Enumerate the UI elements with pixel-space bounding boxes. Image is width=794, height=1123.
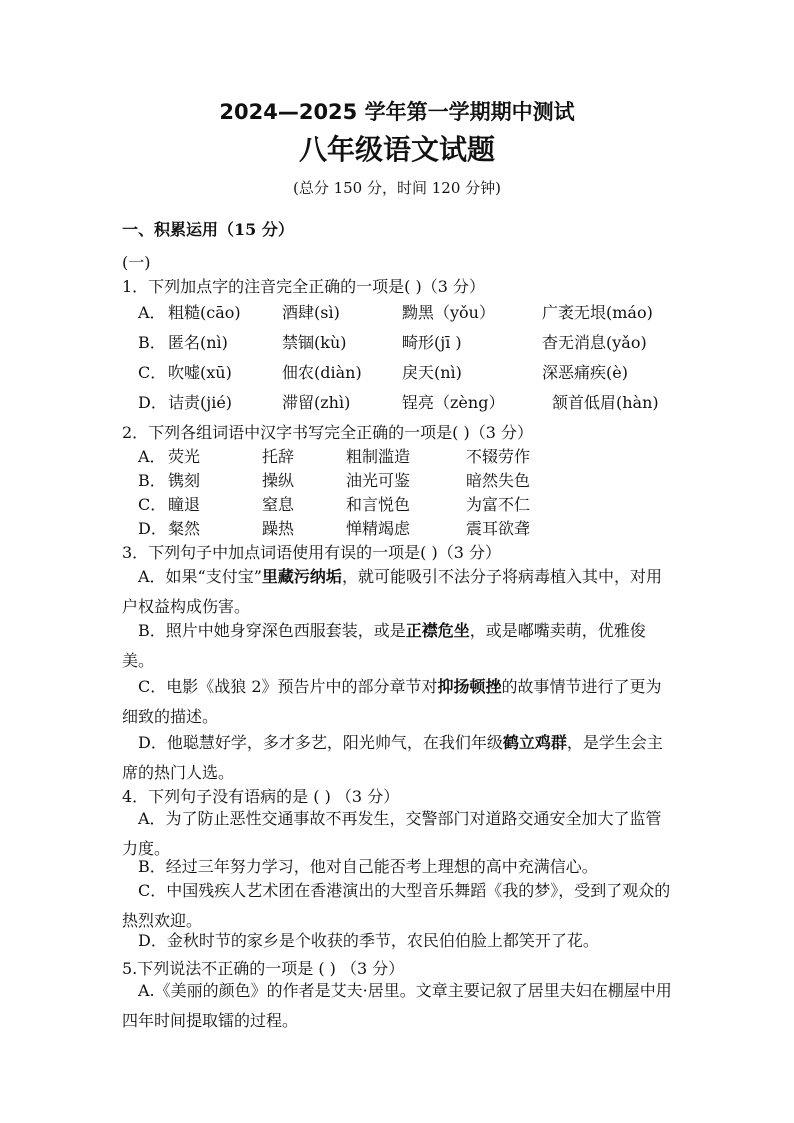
q1-option-label: D．	[138, 393, 167, 412]
q2-option-item: 瞳退	[168, 495, 201, 514]
subject-title: 八年级语文试题	[298, 133, 495, 166]
q2-option-label: B．	[138, 471, 166, 490]
q1-option-item: 酒肆(sì)	[282, 303, 340, 322]
q1-option-item: 广袤无垠(máo)	[542, 303, 653, 322]
q1-option-item: 匿名(nì)	[168, 333, 228, 352]
question-1-stem: 1．下列加点字的注音完全正确的一项是( )（3 分）	[122, 277, 486, 296]
emphasized-phrase: 里藏污纳垢	[261, 567, 342, 586]
q1-option-item: 畸形(jī )	[402, 333, 462, 352]
q2-option-item: 粗制滥造	[346, 447, 411, 466]
q1-option-item: 锃亮（zèng）	[402, 393, 505, 412]
exam-title: 2024—2025 学年第一学期期中测试	[219, 100, 575, 124]
emphasized-phrase: 鹤立鸡群	[502, 733, 567, 752]
q2-option-item: 震耳欲聋	[466, 519, 531, 538]
q2-option-item: 暗然失色	[466, 471, 531, 490]
q2-option-label: A．	[138, 447, 166, 466]
question-2-stem: 2．下列各组词语中汉字书写完全正确的一项是( )（3 分）	[122, 423, 534, 442]
q1-option-label: A．	[138, 303, 166, 322]
emphasized-phrase: 抑扬顿挫	[437, 677, 502, 696]
q1-option-item: 深恶痛疾(è)	[542, 363, 628, 382]
q1-option-item: 诘责(jié)	[168, 393, 233, 412]
question-5-stem: 5.下列说法不正确的一项是 ( ) （3 分）	[122, 959, 405, 978]
q1-option-item: 佃农(diàn)	[282, 363, 362, 382]
emphasized-phrase: 正襟危坐	[405, 621, 470, 640]
q1-option-item: 吹嘘(xū)	[168, 363, 232, 382]
q2-option-item: 托辞	[262, 447, 295, 466]
q2-option-item: 为富不仁	[466, 495, 531, 514]
q1-option-label: B．	[138, 333, 166, 352]
q3-option-a: A．如果“支付宝”里藏污纳垢，就可能吸引不法分子将病毒植入其中，对用户权益构成伤害。	[122, 567, 662, 616]
q2-option-item: 粲然	[168, 519, 201, 538]
q2-option-item: 镌刻	[168, 471, 201, 490]
q2-option-item: 窒息	[262, 495, 295, 514]
question-3-stem: 3．下列句子中加点词语使用有误的一项是( )（3 分）	[122, 543, 502, 562]
q4-option-d: D．金秋时节的家乡是个收获的季节，农民伯伯脸上都笑开了花。	[138, 931, 599, 950]
q2-option-item: 油光可鉴	[346, 471, 411, 490]
q1-option-item: 粗糙(cāo)	[168, 303, 241, 322]
q3-option-d: D．他聪慧好学，多才多艺，阳光帅气，在我们年级鹤立鸡群，是学生会主席的热门人选。	[122, 733, 663, 782]
q1-option-item: 戾天(nì)	[402, 363, 462, 382]
q4-option-a: A．为了防止恶性交通事故不再发生，交警部门对道路交通安全加大了监管力度。	[122, 809, 662, 858]
exam-subtitle: (总分 150 分，时间 120 分钟)	[292, 179, 502, 197]
q1-option-item: 杳无消息(yǎo)	[542, 333, 647, 352]
q1-option-item: 禁锢(kù)	[282, 333, 347, 352]
q3-option-c: C．电影《战狼 2》预告片中的部分章节对抑扬顿挫的故事情节进行了更为细致的描述。	[122, 677, 662, 726]
q2-option-item: 不辍劳作	[466, 447, 531, 466]
q1-option-item: 滞留(zhì)	[282, 393, 351, 412]
part-label: (一)	[122, 253, 151, 272]
q5-option-a: A.《美丽的颜色》的作者是艾夫·居里。文章主要记叙了居里夫妇在棚屋中用四年时间提取镭的过程。	[122, 981, 672, 1030]
q2-option-item: 惮精竭虑	[346, 519, 411, 538]
question-4-stem: 4．下列句子没有语病的是 ( ) （3 分）	[122, 787, 400, 806]
q2-option-item: 操纵	[262, 471, 295, 490]
q4-option-b: B．经过三年努力学习，他对自己能否考上理想的高中充满信心。	[138, 857, 598, 876]
section-heading: 一、积累运用（15 分）	[122, 220, 294, 239]
q1-option-label: C．	[138, 363, 167, 382]
q4-option-c: C．中国残疾人艺术团在香港演出的大型音乐舞蹈《我的梦》，受到了观众的热烈欢迎。	[122, 881, 671, 930]
q2-option-item: 躁热	[262, 519, 295, 538]
q1-option-item: 颔首低眉(hàn)	[552, 393, 659, 412]
q1-option-item: 黝黑（yǒu）	[402, 303, 495, 322]
q2-option-item: 荧光	[168, 447, 201, 466]
q2-option-item: 和言悦色	[346, 495, 411, 514]
q2-option-label: D．	[138, 519, 167, 538]
q3-option-b: B．照片中她身穿深色西服套装，或是正襟危坐，或是嘟嘴卖萌，优雅俊美。	[122, 621, 646, 670]
q2-option-label: C．	[138, 495, 167, 514]
